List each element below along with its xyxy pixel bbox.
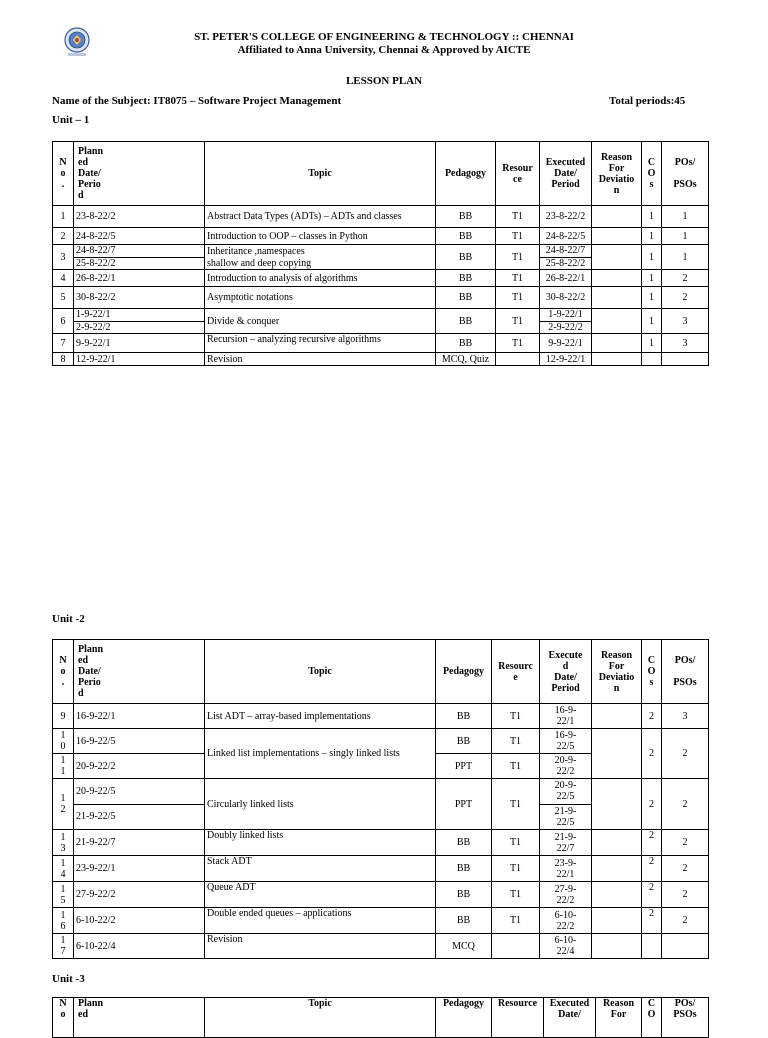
topic: Double ended queues – applications (205, 908, 436, 934)
executed-date-b: 2-9-22/2 (540, 321, 591, 334)
cos: 2 (642, 856, 662, 882)
table-row (53, 353, 709, 366)
cos: 2 (642, 830, 662, 856)
unit-3-heading: Unit -3 (52, 973, 85, 985)
topic: List ADT – array-based implementations (205, 704, 436, 729)
row-no: 1 2 (53, 779, 74, 830)
planned-date: 30-8-22/2 (74, 287, 205, 309)
reason (592, 729, 642, 779)
pedagogy: BB (436, 287, 496, 309)
cos: 1 (642, 245, 662, 270)
executed-date (540, 309, 592, 334)
row-no: 1 5 (53, 882, 74, 908)
pos: 2 (662, 287, 709, 309)
topic: Queue ADT (205, 882, 436, 908)
unit-2-table (52, 639, 709, 959)
table-header-row (53, 142, 709, 206)
executed-date-b: 21-9- 22/5 (540, 804, 591, 830)
unit-3-table (52, 997, 709, 1038)
pedagogy: BB (436, 334, 496, 353)
row-no: 2 (53, 228, 74, 245)
pos: 2 (662, 729, 709, 779)
pos: 3 (662, 704, 709, 729)
col-header-pos: POs/ PSOs (662, 640, 709, 704)
pos (662, 934, 709, 959)
cos: 1 (642, 228, 662, 245)
topic: Asymptotic notations (205, 287, 436, 309)
planned-date: 23-9-22/1 (74, 856, 205, 882)
subject-name: Name of the Subject: IT8075 – Software Project Management (52, 95, 342, 107)
row-no: 1 7 (53, 934, 74, 959)
table-row (53, 270, 709, 287)
table-row (53, 856, 709, 882)
reason (592, 206, 642, 228)
row-no: 1 0 (53, 729, 74, 754)
resource: T1 (492, 830, 540, 856)
col-header-no: N o . (53, 640, 74, 704)
col-header-planned-date: Plann ed (74, 998, 205, 1038)
pos: 2 (662, 270, 709, 287)
resource: T1 (496, 245, 540, 270)
col-header-cos: C O s (642, 640, 662, 704)
pos: 1 (662, 228, 709, 245)
col-header-pedagogy: Pedagogy (436, 998, 492, 1038)
topic: Recursion – analyzing recursive algorithms (205, 334, 436, 353)
topic: Revision (205, 353, 436, 366)
reason (592, 704, 642, 729)
pedagogy: BB (436, 228, 496, 245)
cos: 2 (642, 908, 662, 934)
executed-date: 9-9-22/1 (540, 334, 592, 353)
resource: T1 (496, 287, 540, 309)
row-no: 8 (53, 353, 74, 366)
planned-date-a: 20-9-22/5 (76, 785, 116, 797)
col-header-pedagogy: Pedagogy (436, 142, 496, 206)
col-header-pedagogy: Pedagogy (436, 640, 492, 704)
pedagogy: BB (436, 704, 492, 729)
resource: T1 (496, 206, 540, 228)
col-header-planned-date: Plann ed Date/ Perio d (74, 142, 205, 206)
resource: T1 (492, 779, 540, 830)
executed-date-b: 25-8-22/2 (540, 257, 591, 270)
topic: Introduction to analysis of algorithms (205, 270, 436, 287)
pedagogy: PPT (436, 779, 492, 830)
planned-date: 12-9-22/1 (74, 353, 205, 366)
topic: Abstract Data Types (ADTs) – ADTs and classes (205, 206, 436, 228)
topic: Stack ADT (205, 856, 436, 882)
pedagogy: MCQ, Quiz (436, 353, 496, 366)
table-row (53, 245, 709, 270)
table-row (53, 309, 709, 334)
table-row (53, 729, 709, 754)
row-no: 1 4 (53, 856, 74, 882)
cos (642, 353, 662, 366)
planned-date: 20-9-22/2 (74, 754, 205, 779)
executed-date: 21-9- 22/7 (540, 830, 592, 856)
pos: 2 (662, 908, 709, 934)
pedagogy: BB (436, 206, 496, 228)
pedagogy: PPT (436, 754, 492, 779)
planned-date-b: 25-8-22/2 (74, 257, 204, 270)
table-header-row (53, 640, 709, 704)
planned-date-a: 24-8-22/7 (76, 245, 116, 257)
col-header-executed-date: Execute d Date/ Period (540, 640, 592, 704)
unit-1-heading: Unit – 1 (52, 114, 90, 126)
reason (592, 334, 642, 353)
row-no: 7 (53, 334, 74, 353)
cos: 2 (642, 779, 662, 830)
col-header-topic: Topic (205, 640, 436, 704)
table-row (53, 830, 709, 856)
executed-date: 20-9- 22/2 (540, 754, 592, 779)
executed-date (540, 779, 592, 830)
planned-date: 24-8-22/5 (74, 228, 205, 245)
table-row (53, 934, 709, 959)
pedagogy: MCQ (436, 934, 492, 959)
planned-date: 21-9-22/7 (74, 830, 205, 856)
topic: Circularly linked lists (205, 779, 436, 830)
col-header-resource: Resourc e (492, 640, 540, 704)
table-row (53, 287, 709, 309)
executed-date-a: 24-8-22/7 (545, 245, 586, 257)
college-affiliation: Affiliated to Anna University, Chennai & Approved by AICTE (237, 44, 531, 56)
reason (592, 309, 642, 334)
pos: 2 (662, 882, 709, 908)
topic: Doubly linked lists (205, 830, 436, 856)
resource: T1 (492, 908, 540, 934)
row-no: 1 (53, 206, 74, 228)
topic: Introduction to OOP – classes in Python (205, 228, 436, 245)
cos: 1 (642, 270, 662, 287)
planned-date (74, 309, 205, 334)
pedagogy: BB (436, 856, 492, 882)
cos: 1 (642, 287, 662, 309)
executed-date: 16-9- 22/1 (540, 704, 592, 729)
cos: 1 (642, 206, 662, 228)
topic: Revision (205, 934, 436, 959)
resource (492, 934, 540, 959)
col-header-no: N o . (53, 142, 74, 206)
pos: 2 (662, 779, 709, 830)
cos: 2 (642, 729, 662, 779)
reason (592, 882, 642, 908)
executed-date: 27-9- 22/2 (540, 882, 592, 908)
reason (592, 934, 642, 959)
planned-date (74, 245, 205, 270)
cos: 2 (642, 704, 662, 729)
topic: Linked list implementations – singly linked lists (205, 729, 436, 779)
unit-2-heading: Unit -2 (52, 613, 85, 625)
resource: T1 (496, 309, 540, 334)
executed-date: 26-8-22/1 (540, 270, 592, 287)
row-no: 1 3 (53, 830, 74, 856)
col-header-topic: Topic (205, 142, 436, 206)
reason (592, 287, 642, 309)
planned-date: 26-8-22/1 (74, 270, 205, 287)
reason (592, 270, 642, 287)
planned-date: 6-10-22/4 (74, 934, 205, 959)
topic (205, 245, 436, 270)
planned-date (74, 779, 205, 830)
pedagogy: BB (436, 729, 492, 754)
document-title: LESSON PLAN (345, 75, 423, 87)
row-no: 6 (53, 309, 74, 334)
col-header-pos: POs/ PSOs (662, 142, 709, 206)
row-no: 3 (53, 245, 74, 270)
row-no: 4 (53, 270, 74, 287)
table-row (53, 704, 709, 729)
pedagogy: BB (436, 309, 496, 334)
table-row (53, 206, 709, 228)
executed-date: 6-10- 22/4 (540, 934, 592, 959)
topic: Divide & conquer (205, 309, 436, 334)
planned-date-b: 21-9-22/5 (74, 804, 204, 830)
unit-1-table (52, 141, 709, 366)
executed-date: 6-10- 22/2 (540, 908, 592, 934)
topic-b: shallow and deep copying (207, 257, 312, 269)
planned-date-b: 2-9-22/2 (74, 321, 204, 334)
col-header-resource: Resour ce (496, 142, 540, 206)
cos (642, 934, 662, 959)
pos: 1 (662, 245, 709, 270)
reason (592, 856, 642, 882)
total-periods: Total periods:45 (609, 95, 686, 107)
resource: T1 (492, 729, 540, 754)
college-name: ST. PETER'S COLLEGE OF ENGINEERING & TECHNOLOGY :: CHENNAI (194, 31, 574, 43)
executed-date: 24-8-22/5 (540, 228, 592, 245)
planned-date: 16-9-22/5 (74, 729, 205, 754)
pos (662, 353, 709, 366)
table-header-row (53, 998, 709, 1038)
topic-a: Inheritance ,namespaces (207, 245, 305, 257)
reason (592, 830, 642, 856)
pos: 2 (662, 856, 709, 882)
planned-date: 23-8-22/2 (74, 206, 205, 228)
resource (496, 353, 540, 366)
planned-date: 6-10-22/2 (74, 908, 205, 934)
resource: T1 (492, 754, 540, 779)
pedagogy: BB (436, 245, 496, 270)
col-header-topic: Topic (205, 998, 436, 1038)
table-row (53, 908, 709, 934)
resource: T1 (492, 704, 540, 729)
row-no: 1 6 (53, 908, 74, 934)
pos: 3 (662, 309, 709, 334)
pos: 2 (662, 830, 709, 856)
col-header-pos: POs/ PSOs (662, 998, 709, 1038)
reason (592, 245, 642, 270)
planned-date: 9-9-22/1 (74, 334, 205, 353)
col-header-resource: Resource (492, 998, 544, 1038)
resource: T1 (496, 228, 540, 245)
row-no: 1 1 (53, 754, 74, 779)
executed-date: 23-8-22/2 (540, 206, 592, 228)
col-header-planned-date: Plann ed Date/ Perio d (74, 640, 205, 704)
cos: 2 (642, 882, 662, 908)
reason (592, 228, 642, 245)
col-header-reason: Reason For Deviatio n (592, 142, 642, 206)
planned-date: 16-9-22/1 (74, 704, 205, 729)
pos: 1 (662, 206, 709, 228)
col-header-no: N o (53, 998, 74, 1038)
executed-date: 12-9-22/1 (540, 353, 592, 366)
resource: T1 (492, 856, 540, 882)
row-no: 9 (53, 704, 74, 729)
pedagogy: BB (436, 830, 492, 856)
resource: T1 (492, 882, 540, 908)
col-header-executed-date: Executed Date/ Period (540, 142, 592, 206)
resource: T1 (496, 334, 540, 353)
col-header-cos: C O s (642, 142, 662, 206)
col-header-reason: Reason For (596, 998, 642, 1038)
table-row (53, 334, 709, 353)
planned-date: 27-9-22/2 (74, 882, 205, 908)
cos: 1 (642, 309, 662, 334)
row-no: 5 (53, 287, 74, 309)
table-row (53, 779, 709, 830)
col-header-reason: Reason For Deviatio n (592, 640, 642, 704)
pedagogy: BB (436, 908, 492, 934)
executed-date: 23-9- 22/1 (540, 856, 592, 882)
executed-date-a: 20-9- 22/5 (554, 780, 577, 803)
executed-date (540, 245, 592, 270)
col-header-executed-date: Executed Date/ (544, 998, 596, 1038)
pedagogy: BB (436, 270, 496, 287)
pos: 3 (662, 334, 709, 353)
reason (592, 908, 642, 934)
col-header-cos: C O (642, 998, 662, 1038)
executed-date: 30-8-22/2 (540, 287, 592, 309)
planned-date-a: 1-9-22/1 (76, 309, 111, 321)
table-row (53, 228, 709, 245)
reason (592, 779, 642, 830)
cos: 1 (642, 334, 662, 353)
table-row (53, 882, 709, 908)
executed-date-a: 1-9-22/1 (548, 309, 583, 321)
reason (592, 353, 642, 366)
pedagogy: BB (436, 882, 492, 908)
executed-date: 16-9- 22/5 (540, 729, 592, 754)
resource: T1 (496, 270, 540, 287)
